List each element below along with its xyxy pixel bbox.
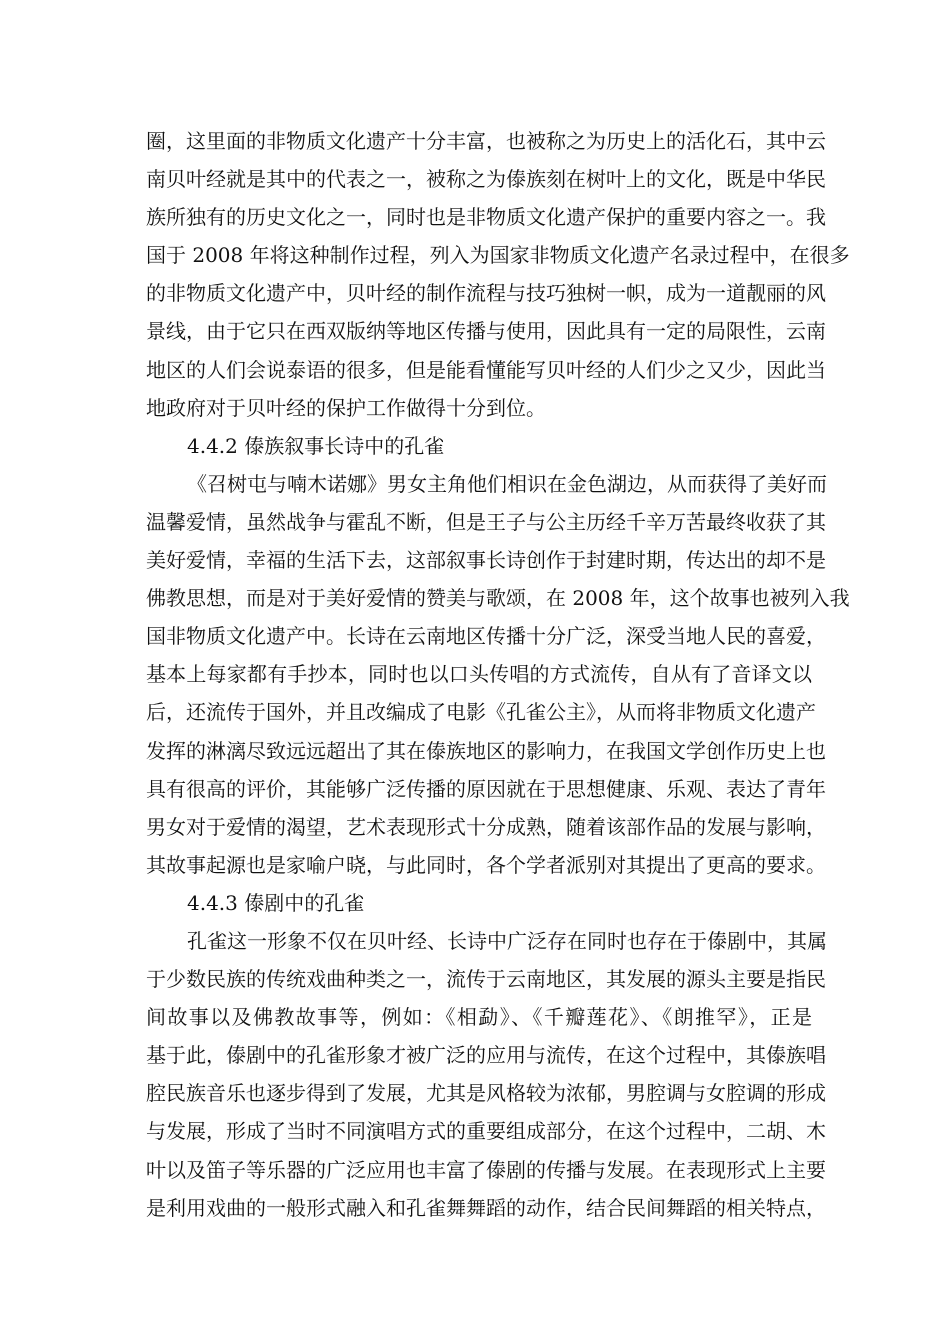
- text-line: 叶以及笛子等乐器的广泛应用也丰富了傣剧的传播与发展。在表现形式上主要: [146, 1157, 826, 1182]
- text-line: 景线，由于它只在西双版纳等地区传播与使用，因此具有一定的局限性，云南: [146, 319, 826, 344]
- paragraph-narrative-poem: [146, 465, 850, 884]
- text-line: 地政府对于贝叶经的保护工作做得十分到位。: [146, 395, 546, 420]
- text-line: 地区的人们会说泰语的很多，但是能看懂能写贝叶经的人们少之又少，因此当: [146, 357, 826, 382]
- text-line: 基于此，傣剧中的孔雀形象才被广泛的应用与流传，在这个过程中，其傣族唱: [146, 1043, 826, 1068]
- text-line: 国于 2008 年将这种制作过程，列入为国家非物质文化遗产名录过程中，在很多: [146, 243, 850, 268]
- paragraph-bei-ye-jing: [146, 122, 850, 427]
- paragraph-dai-opera: [146, 922, 827, 1227]
- text-line: 《召树屯与喃木诺娜》男女主角他们相识在金色湖边，从而获得了美好而: [187, 471, 827, 496]
- text-line: 其故事起源也是家喻户晓，与此同时，各个学者派别对其提出了更高的要求。: [146, 852, 826, 877]
- document-body: [146, 122, 850, 1227]
- text-line: 后，还流传于国外，并且改编成了电影《孔雀公主》，从而将非物质文化遗产: [146, 700, 816, 725]
- text-line: 佛教思想，而是对于美好爱情的赞美与歌颂，在 2008 年，这个故事也被列入我: [146, 586, 850, 611]
- text-line: 男女对于爱情的渴望，艺术表现形式十分成熟，随着该部作品的发展与影响，: [146, 814, 826, 839]
- text-line: 间故事以及佛教故事等，例如：《相勐》、《千瓣莲花》、《朗推罕》，正是: [146, 1005, 812, 1030]
- text-line: 圈，这里面的非物质文化遗产十分丰富，也被称之为历史上的活化石，其中云: [146, 129, 826, 153]
- text-line: 孔雀这一形象不仅在贝叶经、长诗中广泛存在同时也存在于傣剧中，其属: [187, 928, 827, 953]
- section-heading-4-4-2: 4.4.2 傣族叙事长诗中的孔雀: [187, 433, 445, 458]
- text-line: 发挥的淋漓尽致远远超出了其在傣族地区的影响力，在我国文学创作历史上也: [146, 738, 826, 763]
- text-line: 与发展，形成了当时不同演唱方式的重要组成部分，在这个过程中，二胡、木: [146, 1119, 826, 1144]
- text-line: 族所独有的历史文化之一，同时也是非物质文化遗产保护的重要内容之一。我: [146, 205, 826, 230]
- text-line: 温馨爱情，虽然战争与霍乱不断，但是王子与公主历经千辛万苦最终收获了其: [146, 509, 826, 534]
- text-line: 腔民族音乐也逐步得到了发展，尤其是风格较为浓郁，男腔调与女腔调的形成: [146, 1081, 826, 1106]
- text-line: 国非物质文化遗产中。长诗在云南地区传播十分广泛，深受当地人民的喜爱，: [146, 624, 826, 649]
- text-line: 南贝叶经就是其中的代表之一，被称之为傣族刻在树叶上的文化，既是中华民: [146, 167, 826, 192]
- text-line: 具有很高的评价，其能够广泛传播的原因就在于思想健康、乐观、表达了青年: [146, 776, 826, 801]
- section-heading-4-4-3: 4.4.3 傣剧中的孔雀: [187, 890, 365, 915]
- text-line: 的非物质文化遗产中，贝叶经的制作流程与技巧独树一帜，成为一道靓丽的风: [146, 281, 826, 306]
- text-line: 美好爱情，幸福的生活下去，这部叙事长诗创作于封建时期，传达出的却不是: [146, 548, 826, 573]
- text-line: 是利用戏曲的一般形式融入和孔雀舞舞蹈的动作，结合民间舞蹈的相关特点，: [146, 1195, 826, 1220]
- text-line: 于少数民族的传统戏曲种类之一，流传于云南地区，其发展的源头主要是指民: [146, 967, 826, 992]
- text-line: 基本上每家都有手抄本，同时也以口头传唱的方式流传，自从有了音译文以: [146, 662, 812, 687]
